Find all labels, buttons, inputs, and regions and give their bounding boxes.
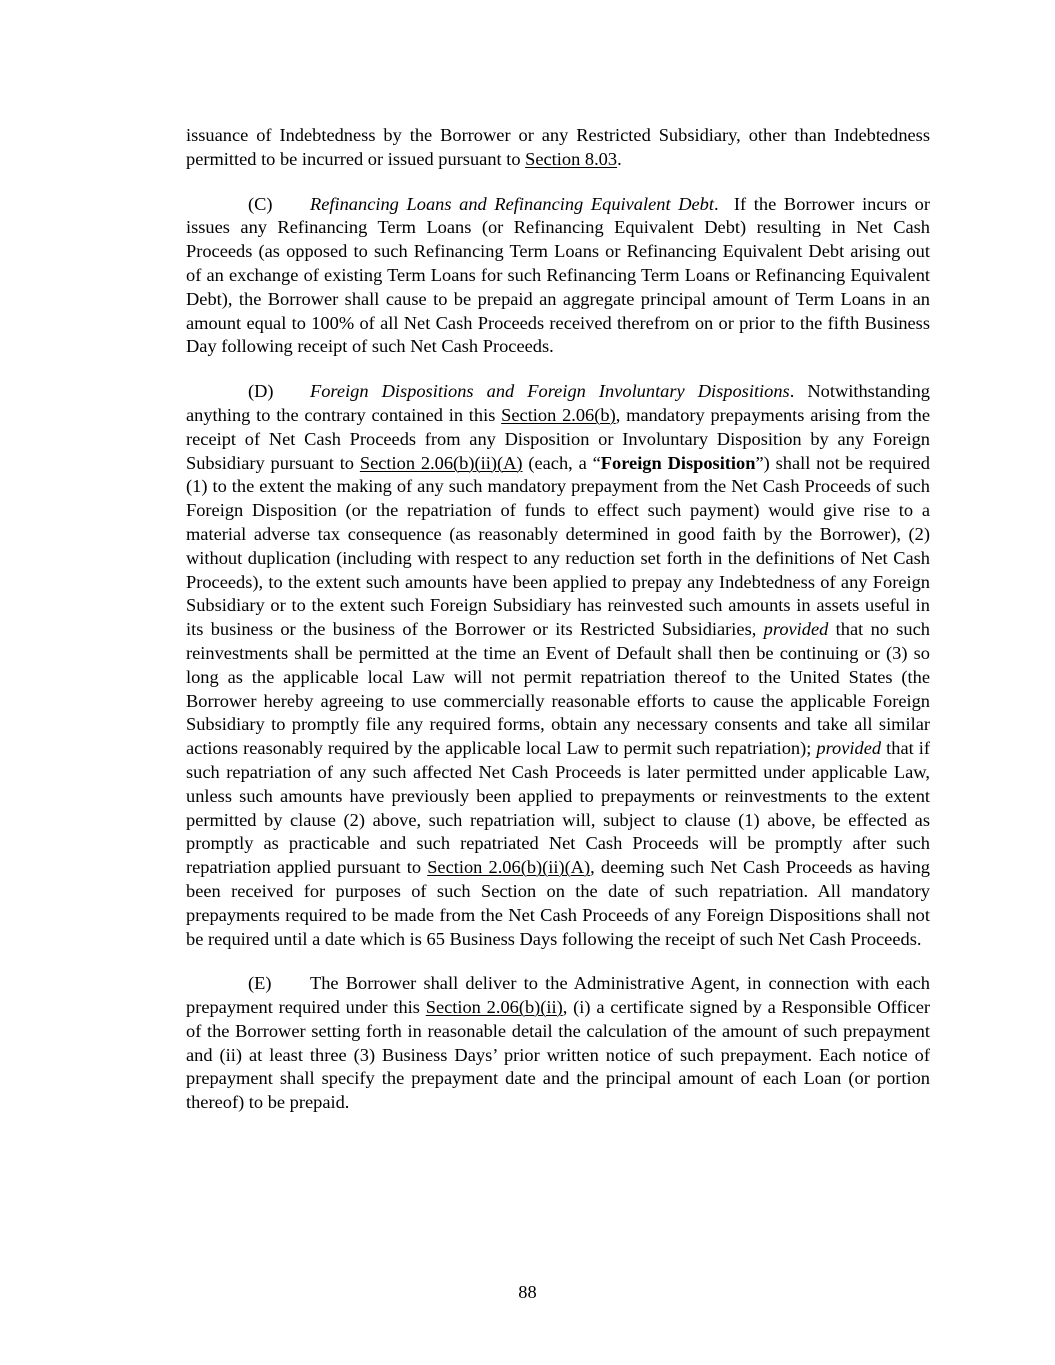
foreign-disposition-defined-term: Foreign Disposition [600, 452, 756, 473]
paragraph-d-label: (D) [248, 381, 274, 402]
section-2-06-b-ii-reference: Section 2.06(b)(ii) [425, 997, 563, 1018]
paragraph-d-text-5: that no such reinvestments shall be permitted at the time an Event of Default shall then be continuing or (3) so long as the applicable local Law will not permit repatriation thereof to the United States (the Borrower hereby agreeing to use commercially reasonable efforts to cause the applicable Foreign Subsidiary to promptly file any required forms, obtain any necessary consents and take all similar actions reasonably required by the applicable local Law to permit such repatriation); [186, 619, 930, 759]
paragraph-e-text-1: The Borrower shall deliver to the Administrative Agent, in connection with each prepayment required under this [186, 973, 930, 1018]
page-number: 88 [518, 1282, 537, 1302]
paragraph-c [186, 193, 930, 360]
paragraph-e-label: (E) [248, 973, 272, 994]
paragraph-d-text-3: (each, a “ [522, 452, 601, 473]
paragraph-d [186, 380, 930, 951]
paragraph-c-heading: Refinancing Loans and Refinancing Equivalent Debt [310, 193, 714, 214]
paragraph-a-text-2: . [617, 148, 622, 169]
paragraph-d-text-4: ”) shall not be required (1) to the extent the making of any such mandatory prepayment from the Net Cash Proceeds of such Foreign Disposition (or the repatriation of funds to effect such payment) would give rise to a material adverse tax consequence (as reasonably determined in good faith by the Borrower), (2) without duplication (including with respect to any reduction set forth in the definitions of Net Cash Proceeds), to the extent such amounts have been applied to prepay any Indebtedness of any Foreign Subsidiary or to the extent such Foreign Subsidiary has reinvested such amounts in assets useful in its business or the business of the Borrower or its Restricted Subsidiaries, [186, 452, 930, 640]
paragraph-c-label: (C) [248, 193, 273, 214]
provided-proviso-2: provided [816, 738, 882, 759]
section-8-03-reference: Section 8.03 [525, 148, 618, 169]
paragraph-c-indent [186, 194, 248, 214]
paragraph-d-indent [186, 381, 248, 401]
paragraph-e-indent [186, 973, 248, 993]
paragraph-d-text-6: that if such repatriation of any such affected Net Cash Proceeds is later permitted under applicable Law, unless such amounts have previously been applied to prepayments or reinvestments to the extent permitted by clause (2) above, such repatriation will, subject to clause (1) above, be effected as promptly as practicable and such repatriated Net Cash Proceeds will be promptly after such repatriation applied pursuant to [186, 738, 930, 878]
paragraph-d-heading: Foreign Dispositions and Foreign Involuntary Dispositions [310, 381, 790, 402]
paragraph-d-text-7: , deeming such Net Cash Proceeds as having been received for purposes of such Section on the date of such repatriation. All mandatory prepayments required to be made from the Net Cash Proceeds of any Foreign Dispositions shall not be required until a date which is 65 Business Days following the receipt of such Net Cash Proceeds. [186, 857, 930, 949]
section-2-06-b-ii-a-reference: Section 2.06(b)(ii)(A) [359, 452, 523, 473]
paragraph-a-text-1: issuance of Indebtedness by the Borrower or any Restricted Subsidiary, other than Indebtedness permitted to be incurred or issued pursuant to [186, 125, 930, 169]
paragraph-a-continuation [186, 124, 930, 172]
provided-proviso-1: provided [763, 619, 829, 640]
paragraph-d-heading-end: . [789, 381, 795, 402]
document-page [186, 124, 930, 1115]
section-2-06-b-reference: Section 2.06(b) [501, 404, 616, 425]
paragraph-d-text-1: Notwithstanding anything to the contrary contained in this [186, 381, 930, 425]
paragraph-d-text-2: , mandatory prepayments arising from the receipt of Net Cash Proceeds from any Disposition or Involuntary Disposition by any Foreign Subsidiary pursuant to [186, 404, 931, 473]
paragraph-c-heading-end: . [713, 193, 719, 214]
section-2-06-b-ii-a-reference-2: Section 2.06(b)(ii)(A) [427, 857, 591, 878]
paragraph-c-body: If the Borrower incurs or issues any Refinancing Term Loans (or Refinancing Equivalent Debt) resulting in Net Cash Proceeds (as opposed to such Refinancing Term Loans or Refinancing Equivalent Debt arising out of an exchange of existing Term Loans for such Refinancing Term Loans or Refinancing Equivalent Debt), the Borrower shall cause to be prepaid an aggregate principal amount of Term Loans in an amount equal to 100% of all Net Cash Proceeds received therefrom on or prior to the fifth Business Day following receipt of such Net Cash Proceeds. [186, 193, 930, 357]
paragraph-e [186, 972, 930, 1115]
paragraph-e-text-2: , (i) a certificate signed by a Responsible Officer of the Borrower setting forth in reasonable detail the calculation of the amount of such prepayment and (ii) at least three (3) Business Days’ prior written notice of such prepayment. Each notice of prepayment shall specify the prepayment date and the principal amount of each Loan (or portion thereof) to be prepaid. [186, 997, 930, 1113]
